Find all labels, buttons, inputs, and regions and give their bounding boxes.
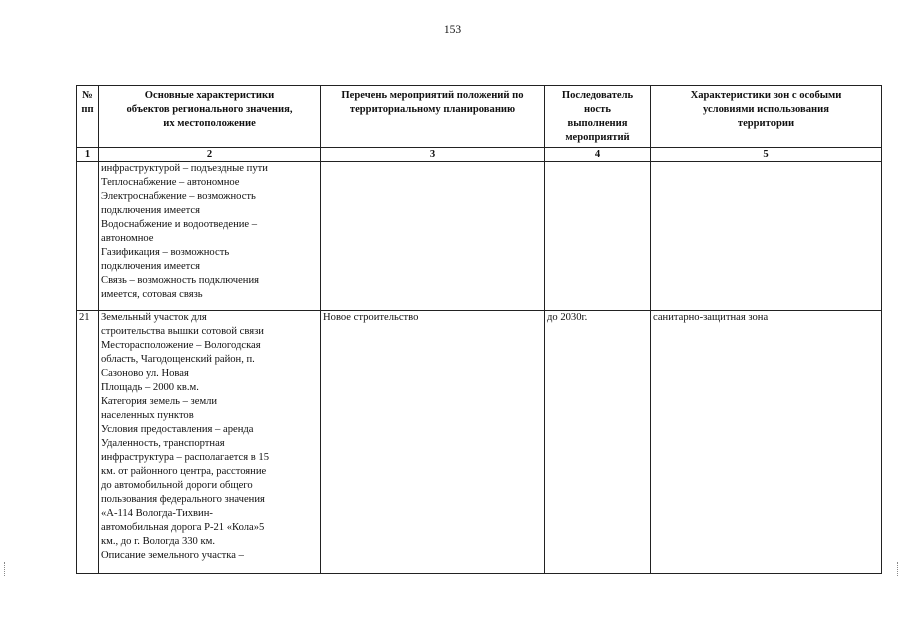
row-measures: Новое строительство [321, 311, 545, 574]
row-measures [321, 162, 545, 311]
row-sequence: до 2030г. [545, 311, 651, 574]
row-sequence [545, 162, 651, 311]
page-number: 153 [443, 24, 462, 36]
header-characteristics: Основные характеристики объектов регионального значения, их местоположение [99, 86, 321, 148]
header-zones: Характеристики зон с особыми условиями использования территории [651, 86, 882, 148]
header-number: № пп [77, 86, 99, 148]
table-row [77, 311, 882, 574]
column-number: 1 [77, 148, 99, 162]
left-margin-mark [4, 562, 9, 576]
right-margin-mark [897, 562, 902, 576]
column-number-row [77, 148, 882, 162]
column-number: 4 [545, 148, 651, 162]
row-zones: санитарно-защитная зона [651, 311, 882, 574]
row-zones [651, 162, 882, 311]
row-characteristics: инфраструктурой – подъездные пути Теплоснабжение – автономное Электроснабжение – возможность подключения имеется Водоснабжение и водоотведение – автономное Газификация – возможность подключения имеется Связь – возможность подключения имеется, сотовая связь [99, 162, 321, 311]
row-characteristics: Земельный участок для строительства вышки сотовой связи Месторасположение – Вологодская область, Чагодощенский район, п. Сазоново ул. Новая Площадь – 2000 кв.м. Категория земель – земли населенных пунктов Условия предоставления – аренда Удаленность, транспортная инфраструктура – располагается в 15 км. от районного центра, расстояние до автомобильной дороги общего пользования федерального значения «А-114 Вологда-Тихвин- автомобильная дорога Р-21 «Кола»5 км., до г. Вологда 330 км. Описание земельного участка – [99, 311, 321, 574]
header-measures: Перечень мероприятий положений по территориальному планированию [321, 86, 545, 148]
row-index: 21 [77, 311, 99, 574]
column-number: 5 [651, 148, 882, 162]
territorial-planning-table [76, 85, 882, 574]
table-row [77, 162, 882, 311]
column-number: 3 [321, 148, 545, 162]
table-header-row [77, 86, 882, 148]
column-number: 2 [99, 148, 321, 162]
row-index [77, 162, 99, 311]
header-sequence: Последователь ность выполнения мероприятий [545, 86, 651, 148]
